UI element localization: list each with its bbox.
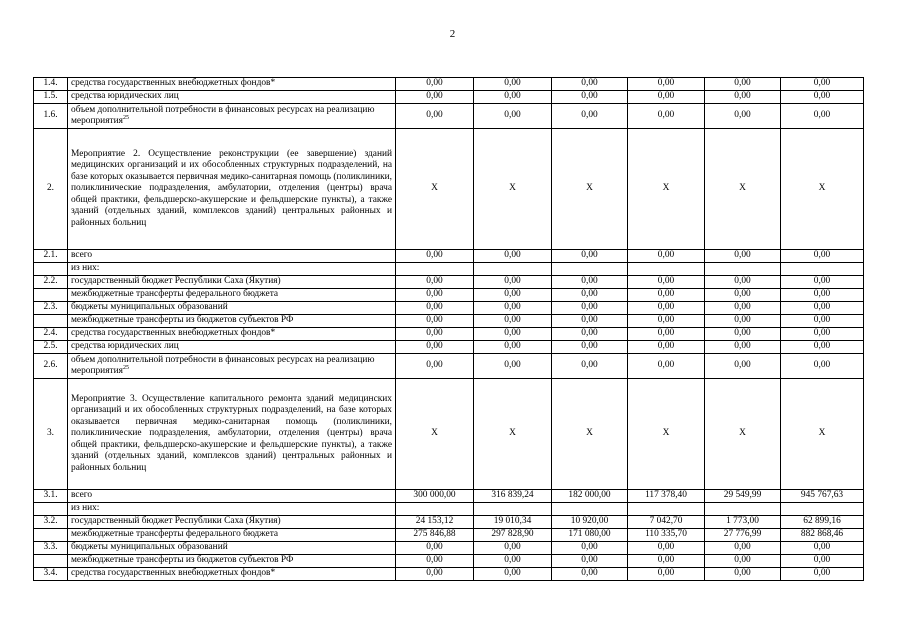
value-cell: 7 042,70 xyxy=(628,516,705,529)
row-name: из них: xyxy=(68,503,396,516)
value-cell: 0,00 xyxy=(705,302,781,315)
value-cell: 0,00 xyxy=(705,315,781,328)
value-cell: 0,00 xyxy=(705,354,781,379)
table-row xyxy=(34,302,864,315)
row-number: 1.6. xyxy=(34,104,68,129)
value-cell: 0,00 xyxy=(781,315,864,328)
row-number: 3.4. xyxy=(34,568,68,581)
value-cell: 0,00 xyxy=(781,302,864,315)
table-row-measure xyxy=(34,129,864,250)
value-cell: 0,00 xyxy=(396,78,474,91)
value-cell: Х xyxy=(628,379,705,490)
value-cell: 0,00 xyxy=(552,315,628,328)
table-row xyxy=(34,104,864,129)
value-cell: 0,00 xyxy=(474,341,552,354)
value-cell: 0,00 xyxy=(705,250,781,263)
table-row xyxy=(34,542,864,555)
value-cell: 0,00 xyxy=(396,542,474,555)
table-row xyxy=(34,91,864,104)
value-cell: Х xyxy=(781,379,864,490)
row-name: средства юридических лиц xyxy=(68,341,396,354)
value-cell xyxy=(552,503,628,516)
value-cell: 0,00 xyxy=(396,302,474,315)
value-cell: 0,00 xyxy=(628,341,705,354)
row-number: 3.2. xyxy=(34,516,68,529)
value-cell: 0,00 xyxy=(705,555,781,568)
value-cell: 0,00 xyxy=(396,568,474,581)
value-cell: 0,00 xyxy=(552,542,628,555)
value-cell: 0,00 xyxy=(474,276,552,289)
value-cell: 0,00 xyxy=(474,104,552,129)
row-name: межбюджетные трансферты из бюджетов субъектов РФ xyxy=(68,315,396,328)
value-cell: 24 153,12 xyxy=(396,516,474,529)
row-name: всего xyxy=(68,250,396,263)
value-cell: 0,00 xyxy=(552,276,628,289)
row-name: Мероприятие 2. Осуществление реконструкции (ее завершение) зданий медицинских организаций и их обособленных структурных подразделений, на базе которых оказывается первичная медико-санитарная помощь (поликлиники, поликлинические подразделения, амбулатории, отделения (центры) врача общей практики, фельдшерско-акушерские и фельдшерские пункты), а также зданий (отдельных зданий, комплексов зданий) центральных районных и районных больниц xyxy=(68,129,396,250)
table-row xyxy=(34,354,864,379)
row-name-text: объем дополнительной потребности в финансовых ресурсах на реализацию мероприятия xyxy=(71,104,375,126)
value-cell: Х xyxy=(396,379,474,490)
row-name-text: объем дополнительной потребности в финансовых ресурсах на реализацию мероприятия xyxy=(71,354,375,376)
value-cell: 0,00 xyxy=(474,315,552,328)
value-cell: 0,00 xyxy=(396,276,474,289)
value-cell: 0,00 xyxy=(552,250,628,263)
value-cell: 110 335,70 xyxy=(628,529,705,542)
row-name: всего xyxy=(68,490,396,503)
value-cell: Х xyxy=(474,379,552,490)
row-number xyxy=(34,555,68,568)
value-cell: 0,00 xyxy=(552,341,628,354)
value-cell: 0,00 xyxy=(396,341,474,354)
table-row xyxy=(34,568,864,581)
value-cell: 0,00 xyxy=(396,354,474,379)
table-row xyxy=(34,276,864,289)
row-number: 1.5. xyxy=(34,91,68,104)
value-cell: 0,00 xyxy=(474,91,552,104)
value-cell: 0,00 xyxy=(781,542,864,555)
value-cell: Х xyxy=(552,129,628,250)
row-number: 2.4. xyxy=(34,328,68,341)
value-cell xyxy=(396,263,474,276)
value-cell: 0,00 xyxy=(552,555,628,568)
value-cell: 0,00 xyxy=(474,568,552,581)
row-name: из них: xyxy=(68,263,396,276)
value-cell: 0,00 xyxy=(552,302,628,315)
value-cell: 0,00 xyxy=(781,289,864,302)
value-cell: 0,00 xyxy=(705,328,781,341)
value-cell: 0,00 xyxy=(781,341,864,354)
table-row xyxy=(34,263,864,276)
value-cell: 0,00 xyxy=(552,104,628,129)
value-cell: Х xyxy=(396,129,474,250)
table-row-measure xyxy=(34,379,864,490)
value-cell: 0,00 xyxy=(705,341,781,354)
value-cell: 0,00 xyxy=(628,568,705,581)
value-cell: 10 920,00 xyxy=(552,516,628,529)
value-cell xyxy=(628,503,705,516)
row-name: средства государственных внебюджетных фондов* xyxy=(68,568,396,581)
row-name: Мероприятие 3. Осуществление капитального ремонта зданий медицинских организаций и их обособленных структурных подразделений, на базе которых оказывается первичная медико-санитарная помощь (поликлиники, поликлинические подразделения, амбулатории, отделения (центры) врача общей практики, фельдшерско-акушерские и фельдшерские пункты), а также зданий (отдельных зданий, комплексов зданий) центральных районных и районных больниц xyxy=(68,379,396,490)
value-cell: 0,00 xyxy=(552,354,628,379)
value-cell: 0,00 xyxy=(474,328,552,341)
table-row xyxy=(34,315,864,328)
value-cell: 0,00 xyxy=(628,276,705,289)
value-cell xyxy=(396,503,474,516)
row-name xyxy=(68,354,396,379)
value-cell: 0,00 xyxy=(396,555,474,568)
row-number: 3. xyxy=(34,379,68,490)
value-cell: 29 549,99 xyxy=(705,490,781,503)
value-cell: 0,00 xyxy=(396,104,474,129)
table-row xyxy=(34,289,864,302)
footnote-ref: 25 xyxy=(122,364,129,371)
table-row xyxy=(34,516,864,529)
value-cell: 0,00 xyxy=(474,302,552,315)
value-cell: 0,00 xyxy=(628,315,705,328)
table-row xyxy=(34,341,864,354)
value-cell: Х xyxy=(705,129,781,250)
row-number: 2.2. xyxy=(34,276,68,289)
value-cell: 1 773,00 xyxy=(705,516,781,529)
value-cell: 0,00 xyxy=(396,328,474,341)
value-cell: 0,00 xyxy=(474,354,552,379)
value-cell: 0,00 xyxy=(781,104,864,129)
footnote-ref: 25 xyxy=(122,114,129,121)
value-cell: 0,00 xyxy=(396,91,474,104)
value-cell: 0,00 xyxy=(552,568,628,581)
value-cell: 0,00 xyxy=(552,328,628,341)
table-row xyxy=(34,250,864,263)
row-number: 2.6. xyxy=(34,354,68,379)
value-cell: 0,00 xyxy=(705,276,781,289)
value-cell: 0,00 xyxy=(552,289,628,302)
value-cell xyxy=(705,263,781,276)
row-number xyxy=(34,503,68,516)
value-cell: 0,00 xyxy=(552,78,628,91)
row-number xyxy=(34,315,68,328)
value-cell: 0,00 xyxy=(628,302,705,315)
row-number xyxy=(34,289,68,302)
row-name xyxy=(68,104,396,129)
row-number: 2. xyxy=(34,129,68,250)
value-cell: 0,00 xyxy=(781,568,864,581)
value-cell: 297 828,90 xyxy=(474,529,552,542)
row-name: государственный бюджет Республики Саха (Якутия) xyxy=(68,276,396,289)
row-number: 3.3. xyxy=(34,542,68,555)
value-cell xyxy=(552,263,628,276)
value-cell: 0,00 xyxy=(628,78,705,91)
value-cell: Х xyxy=(628,129,705,250)
value-cell: 316 839,24 xyxy=(474,490,552,503)
value-cell: 0,00 xyxy=(781,78,864,91)
row-name: бюджеты муниципальных образований xyxy=(68,542,396,555)
value-cell: 882 868,46 xyxy=(781,529,864,542)
row-number: 1.4. xyxy=(34,78,68,91)
value-cell: 300 000,00 xyxy=(396,490,474,503)
row-number: 2.3. xyxy=(34,302,68,315)
table-row xyxy=(34,328,864,341)
value-cell: 0,00 xyxy=(628,328,705,341)
value-cell: 275 846,88 xyxy=(396,529,474,542)
value-cell: 0,00 xyxy=(628,555,705,568)
value-cell: 0,00 xyxy=(705,289,781,302)
value-cell: Х xyxy=(474,129,552,250)
value-cell xyxy=(628,263,705,276)
value-cell: 0,00 xyxy=(781,354,864,379)
value-cell: 0,00 xyxy=(781,250,864,263)
row-number xyxy=(34,529,68,542)
value-cell: 0,00 xyxy=(396,289,474,302)
row-name: межбюджетные трансферты из бюджетов субъектов РФ xyxy=(68,555,396,568)
row-name: средства государственных внебюджетных фондов* xyxy=(68,78,396,91)
value-cell: 0,00 xyxy=(781,91,864,104)
budget-table xyxy=(33,77,864,581)
value-cell: 0,00 xyxy=(781,328,864,341)
row-name: государственный бюджет Республики Саха (Якутия) xyxy=(68,516,396,529)
page-number: 2 xyxy=(449,28,456,40)
value-cell: 0,00 xyxy=(396,250,474,263)
value-cell: Х xyxy=(705,379,781,490)
value-cell: 0,00 xyxy=(781,555,864,568)
value-cell: 171 080,00 xyxy=(552,529,628,542)
table-row xyxy=(34,529,864,542)
value-cell: 0,00 xyxy=(474,78,552,91)
value-cell: 27 776,99 xyxy=(705,529,781,542)
value-cell: 0,00 xyxy=(705,568,781,581)
value-cell: 0,00 xyxy=(705,91,781,104)
value-cell: Х xyxy=(781,129,864,250)
value-cell: 0,00 xyxy=(628,542,705,555)
row-number xyxy=(34,263,68,276)
value-cell: 0,00 xyxy=(474,555,552,568)
value-cell: 0,00 xyxy=(474,542,552,555)
value-cell: 62 899,16 xyxy=(781,516,864,529)
value-cell: 0,00 xyxy=(552,91,628,104)
row-name: бюджеты муниципальных образований xyxy=(68,302,396,315)
value-cell xyxy=(474,263,552,276)
row-number: 2.5. xyxy=(34,341,68,354)
value-cell: Х xyxy=(552,379,628,490)
value-cell: 0,00 xyxy=(705,104,781,129)
value-cell: 117 378,40 xyxy=(628,490,705,503)
row-name: средства юридических лиц xyxy=(68,91,396,104)
value-cell: 0,00 xyxy=(705,78,781,91)
row-name: межбюджетные трансферты федерального бюджета xyxy=(68,529,396,542)
value-cell: 182 000,00 xyxy=(552,490,628,503)
row-number: 3.1. xyxy=(34,490,68,503)
value-cell: 0,00 xyxy=(396,315,474,328)
value-cell: 945 767,63 xyxy=(781,490,864,503)
value-cell: 0,00 xyxy=(628,91,705,104)
table-row xyxy=(34,503,864,516)
value-cell: 0,00 xyxy=(628,289,705,302)
value-cell xyxy=(705,503,781,516)
value-cell xyxy=(474,503,552,516)
value-cell xyxy=(781,263,864,276)
table-row xyxy=(34,78,864,91)
row-name: межбюджетные трансферты федерального бюджета xyxy=(68,289,396,302)
value-cell: 0,00 xyxy=(781,276,864,289)
table-row xyxy=(34,490,864,503)
value-cell: 0,00 xyxy=(474,250,552,263)
value-cell: 0,00 xyxy=(474,289,552,302)
value-cell: 0,00 xyxy=(628,250,705,263)
value-cell xyxy=(781,503,864,516)
row-number: 2.1. xyxy=(34,250,68,263)
value-cell: 19 010,34 xyxy=(474,516,552,529)
value-cell: 0,00 xyxy=(628,354,705,379)
row-name: средства государственных внебюджетных фондов* xyxy=(68,328,396,341)
value-cell: 0,00 xyxy=(705,542,781,555)
table-row xyxy=(34,555,864,568)
value-cell: 0,00 xyxy=(628,104,705,129)
